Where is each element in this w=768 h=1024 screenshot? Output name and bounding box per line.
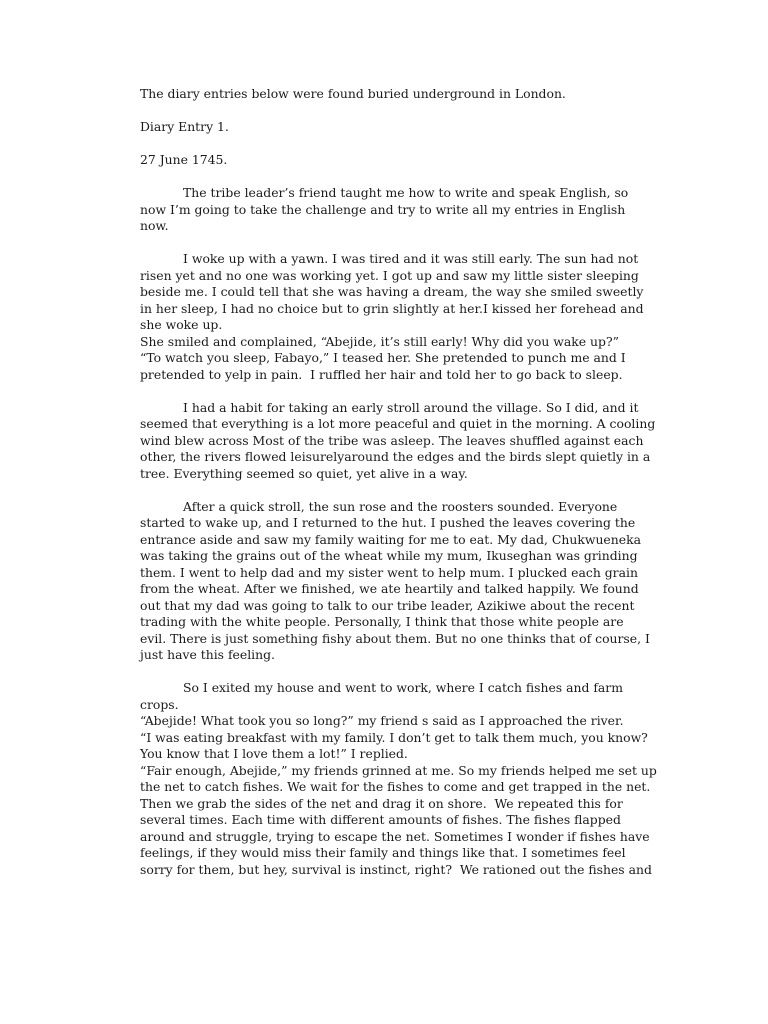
paragraph-line: entrance aside and saw my family waiting for me to eat. My dad, Chukwueneka bbox=[140, 531, 641, 547]
paragraph-line: just have this feeling. bbox=[140, 647, 275, 662]
paragraph-line: them. I went to help dad and my sister went to help mum. I plucked each grain bbox=[140, 564, 638, 580]
intro-text: The diary entries below were found buried underground in London. bbox=[140, 86, 566, 101]
paragraph-line: in her sleep, I had no choice but to grin slightly at her.I kissed her forehead and bbox=[140, 300, 644, 316]
paragraph-line: “Abejide! What took you so long?” my friend s said as I approached the river. bbox=[140, 713, 624, 728]
paragraph-line: You know that I love them a lot!” I replied. bbox=[140, 746, 408, 761]
spacer bbox=[140, 235, 632, 252]
paragraph-line: wind blew across Most of the tribe was asleep. The leaves shuffled against each bbox=[140, 432, 644, 448]
document-page bbox=[140, 86, 657, 878]
entry-title: Diary Entry 1. bbox=[140, 119, 229, 134]
paragraph-line: “I was eating breakfast with my family. I don’t get to talk them much, you know? bbox=[140, 729, 648, 745]
paragraph-line: pretended to yelp in pain. I ruffled her hair and told her to go back to sleep. bbox=[140, 366, 623, 382]
paragraph bbox=[140, 498, 650, 664]
entry-date: 27 June 1745. bbox=[140, 152, 228, 167]
paragraph-line: I woke up with a yawn. I was tired and it was still early. The sun had not bbox=[183, 251, 639, 266]
paragraph-line: So I exited my house and went to work, where I catch fishes and farm bbox=[183, 680, 623, 695]
paragraph-line: several times. Each time with different amounts of fishes. The fishes flapped bbox=[140, 812, 621, 827]
paragraph-line: now. bbox=[140, 218, 169, 233]
paragraph-line: feelings, if they would miss their family and things like that. I sometimes feel bbox=[140, 845, 626, 860]
spacer bbox=[140, 103, 632, 120]
spacer bbox=[140, 169, 632, 186]
paragraph-line: I had a habit for taking an early stroll around the village. So I did, and it bbox=[183, 399, 639, 415]
paragraph bbox=[140, 185, 632, 235]
paragraph-line: tree. Everything seemed so quiet, yet alive in a way. bbox=[140, 465, 468, 481]
paragraph-line: sorry for them, but hey, survival is instinct, right? We rationed out the fishes and bbox=[140, 861, 652, 877]
paragraph-line: now I’m going to take the challenge and try to write all my entries in English bbox=[140, 201, 626, 217]
paragraph-line: risen yet and no one was working yet. I got up and saw my little sister sleeping bbox=[140, 267, 639, 283]
paragraph-line: beside me. I could tell that she was having a dream, the way she smiled sweetly bbox=[140, 284, 644, 299]
paragraph-line: “To watch you sleep, Fabayo,” I teased her. She pretended to punch me and I bbox=[140, 350, 626, 365]
entry-body bbox=[140, 185, 657, 878]
paragraph-line: from the wheat. After we finished, we ate heartily and talked happily. We found bbox=[140, 581, 639, 596]
spacer bbox=[140, 383, 632, 400]
paragraph-line: Then we grab the sides of the net and drag it on shore. We repeated this for bbox=[140, 795, 623, 811]
paragraph-line: the net to catch fishes. We wait for the fishes to come and get trapped in the net. bbox=[140, 779, 651, 794]
paragraph-line: After a quick stroll, the sun rose and the roosters sounded. Everyone bbox=[183, 498, 618, 514]
spacer bbox=[140, 136, 632, 153]
paragraph bbox=[140, 251, 644, 383]
paragraph-line: She smiled and complained, “Abejide, it’s still early! Why did you wake up?” bbox=[140, 333, 619, 349]
paragraph-line: seemed that everything is a lot more peaceful and quiet in the morning. A cooling bbox=[140, 416, 656, 431]
paragraph-line: The tribe leader’s friend taught me how to write and speak English, so bbox=[183, 185, 629, 200]
paragraph-line: “Fair enough, Abejide,” my friends grinned at me. So my friends helped me set up bbox=[140, 762, 657, 778]
spacer bbox=[140, 664, 632, 681]
spacer bbox=[140, 482, 632, 499]
paragraph-line: trading with the white people. Personally, I think that those white people are bbox=[140, 614, 624, 629]
paragraph-line: out that my dad was going to talk to our tribe leader, Azikiwe about the recent bbox=[140, 597, 635, 613]
paragraph-line: she woke up. bbox=[140, 317, 223, 332]
paragraph-line: evil. There is just something fishy about them. But no one thinks that of course, I bbox=[140, 630, 650, 646]
paragraph bbox=[140, 399, 656, 483]
paragraph bbox=[140, 680, 657, 878]
paragraph-line: was taking the grains out of the wheat while my mum, Ikuseghan was grinding bbox=[140, 548, 638, 563]
paragraph-line: around and struggle, trying to escape the net. Sometimes I wonder if fishes have bbox=[140, 828, 650, 844]
paragraph-line: started to wake up, and I returned to the hut. I pushed the leaves covering the bbox=[140, 515, 636, 530]
paragraph-line: other, the rivers flowed leisurelyaround the edges and the birds slept quietly in a bbox=[140, 449, 651, 464]
paragraph-line: crops. bbox=[140, 696, 179, 712]
